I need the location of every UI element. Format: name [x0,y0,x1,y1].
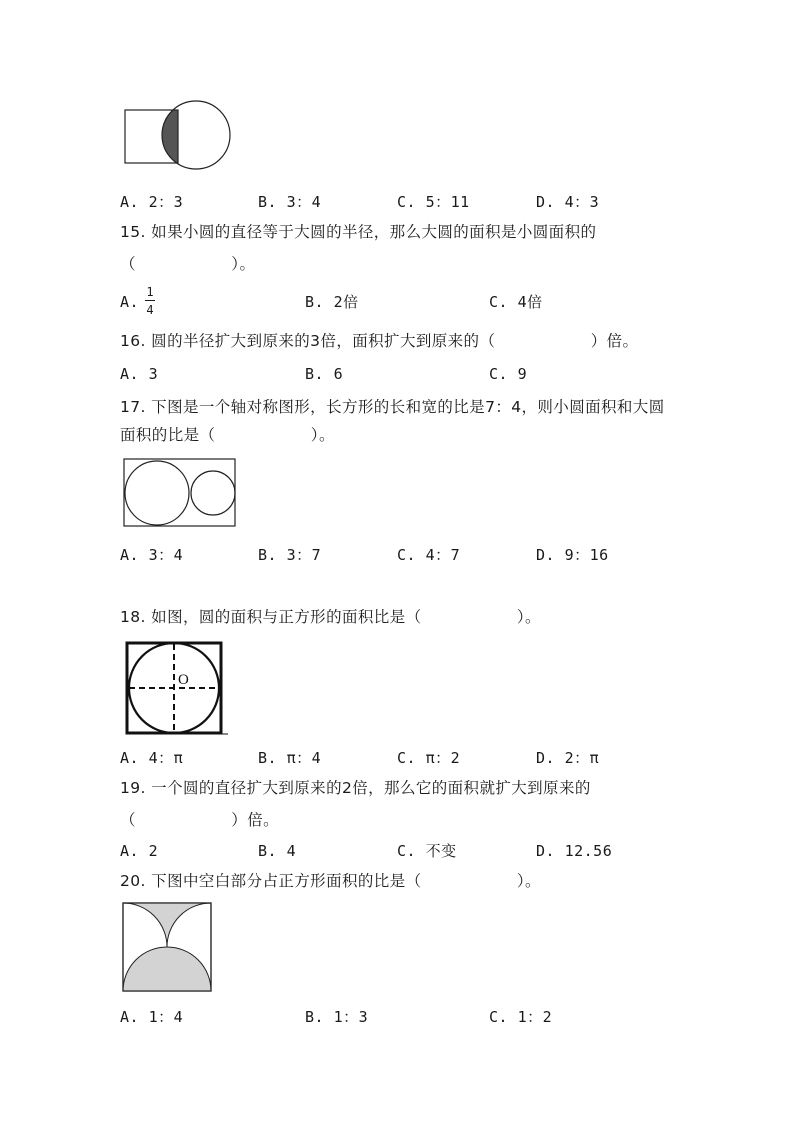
q15-option-a-prefix: A. [120,293,140,311]
q14-option-c[interactable]: C. 5：11 [397,193,470,211]
q18-option-a[interactable]: A. 4：π [120,749,184,767]
q16-option-c[interactable]: C. 9 [489,365,528,383]
q19-option-d[interactable]: D. 12.56 [536,842,613,860]
q16-option-b[interactable]: B. 6 [305,365,344,383]
q18-option-c[interactable]: C. π：2 [397,749,461,767]
q17-stem-line2: 面积的比是（ ）。 [120,426,335,444]
q17-option-b[interactable]: B. 3：7 [258,546,322,564]
q15-stem-line2: （ ）。 [120,255,256,273]
q16-option-a[interactable]: A. 3 [120,365,159,383]
q20-stem: 20. 下图中空白部分占正方形面积的比是（ ）。 [120,872,541,890]
q17-small-circle [191,471,235,515]
q19-stem-line2: （ ）倍。 [120,811,280,829]
q19-option-a[interactable]: A. 2 [120,842,159,860]
q19-option-b[interactable]: B. 4 [258,842,297,860]
q14-option-a[interactable]: A. 2：3 [120,193,184,211]
q15-option-b[interactable]: B. 2倍 [305,293,359,311]
q16-stem: 16. 圆的半径扩大到原来的3倍，面积扩大到原来的（ ）倍。 [120,332,639,350]
q18-option-b[interactable]: B. π：4 [258,749,322,767]
q18-center-label: O [178,672,189,688]
q15-stem-line1: 15. 如果小圆的直径等于大圆的半径，那么大圆的面积是小圆面积的 [120,223,597,241]
q18-option-d[interactable]: D. 2：π [536,749,600,767]
q15-option-c[interactable]: C. 4倍 [489,293,543,311]
q20-figure [120,900,215,995]
q14-figure [120,95,235,175]
q19-stem-line1: 19. 一个圆的直径扩大到原来的2倍，那么它的面积就扩大到原来的 [120,779,591,797]
q20-option-c[interactable]: C. 1：2 [489,1008,553,1026]
q14-option-d[interactable]: D. 4：3 [536,193,600,211]
q18-figure [122,638,232,738]
q17-option-a[interactable]: A. 3：4 [120,546,184,564]
q20-option-b[interactable]: B. 1：3 [305,1008,369,1026]
q17-stem-line1: 17. 下图是一个轴对称图形，长方形的长和宽的比是7：4，则小圆面积和大圆 [120,398,665,416]
q15-fraction-denominator: 4 [146,303,154,317]
q17-option-c[interactable]: C. 4：7 [397,546,461,564]
q15-fraction-bar [145,300,155,301]
q17-option-d[interactable]: D. 9：16 [536,546,609,564]
q19-option-c[interactable]: C. 不变 [397,842,457,860]
q14-option-b[interactable]: B. 3：4 [258,193,322,211]
q17-figure [120,455,240,531]
q18-stem: 18. 如图，圆的面积与正方形的面积比是（ ）。 [120,608,541,626]
q17-large-circle [125,461,189,525]
q15-fraction-numerator: 1 [146,285,154,299]
q20-option-a[interactable]: A. 1：4 [120,1008,184,1026]
